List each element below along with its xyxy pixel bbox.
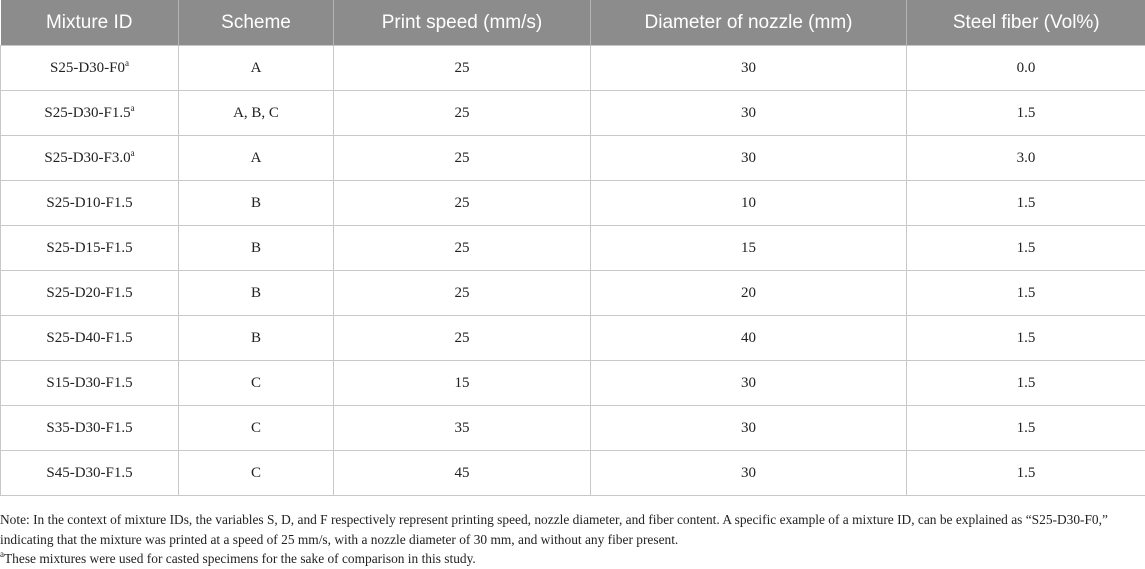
cell-speed: 45 (334, 451, 591, 496)
footnote (0, 549, 1140, 569)
cell-fiber: 1.5 (907, 361, 1145, 406)
cell-scheme: C (179, 406, 334, 451)
table-row (1, 406, 1145, 451)
cell-mixture-id: S25-D30-F3.0$^a$ (1, 136, 179, 181)
cell-scheme: B (179, 271, 334, 316)
header-nozzle-diameter: Diameter of nozzle (mm) (591, 0, 907, 46)
cell-fiber: 1.5 (907, 316, 1145, 361)
cell-scheme: A (179, 46, 334, 91)
cell-nozzle: 10 (591, 181, 907, 226)
cell-speed: 25 (334, 136, 591, 181)
cell-speed: 25 (334, 181, 591, 226)
cell-fiber: 1.5 (907, 451, 1145, 496)
cell-speed: 35 (334, 406, 591, 451)
cell-fiber: 1.5 (907, 181, 1145, 226)
cell-speed: 25 (334, 91, 591, 136)
table-row (1, 271, 1145, 316)
cell-mixture-id: S25-D40-F1.5 (1, 316, 179, 361)
cell-fiber: 1.5 (907, 406, 1145, 451)
table-row (1, 91, 1145, 136)
table-row (1, 451, 1145, 496)
header-scheme: Scheme (179, 0, 334, 46)
cell-fiber: 1.5 (907, 91, 1145, 136)
cell-nozzle: 30 (591, 136, 907, 181)
header-steel-fiber: Steel fiber (Vol%) (907, 0, 1145, 46)
cell-mixture-id: S25-D15-F1.5 (1, 226, 179, 271)
cell-scheme: A, B, C (179, 91, 334, 136)
cell-nozzle: 20 (591, 271, 907, 316)
footnote-marker: a (0, 549, 4, 559)
cell-scheme: C (179, 451, 334, 496)
footnote-marker: a (125, 57, 129, 68)
header-print-speed: Print speed (mm/s) (334, 0, 591, 46)
cell-speed: 25 (334, 316, 591, 361)
note-text: Note: In the context of mixture IDs, the variables S, D, and F respectively represent printing speed, nozzle diameter, and fiber content. A specific example of a mixture ID, can be explained as “S25-D30-F0,” indicating that the mixture was printed at a speed of 25 mm/s, with a nozzle diameter of 30 mm, and without any fiber present. (0, 512, 1108, 547)
cell-nozzle: 30 (591, 46, 907, 91)
table-row (1, 181, 1145, 226)
cell-mixture-id: S25-D20-F1.5 (1, 271, 179, 316)
cell-nozzle: 30 (591, 451, 907, 496)
header-mixture-id: Mixture ID (1, 0, 179, 46)
footnote-marker: a (130, 102, 135, 113)
cell-fiber: 3.0 (907, 136, 1145, 181)
cell-speed: 15 (334, 361, 591, 406)
table-notes (0, 510, 1140, 569)
header-row (1, 0, 1145, 46)
cell-mixture-id: S15-D30-F1.5 (1, 361, 179, 406)
cell-mixture-id: S25-D30-F1.5$^a$ (1, 91, 179, 136)
cell-fiber: 0.0 (907, 46, 1145, 91)
cell-nozzle: 30 (591, 91, 907, 136)
table-row (1, 226, 1145, 271)
cell-nozzle: 30 (591, 361, 907, 406)
table-row (1, 316, 1145, 361)
cell-fiber: 1.5 (907, 226, 1145, 271)
cell-mixture-id: S25-D10-F1.5 (1, 181, 179, 226)
cell-fiber: 1.5 (907, 271, 1145, 316)
cell-nozzle: 40 (591, 316, 907, 361)
table-row (1, 361, 1145, 406)
table-row (1, 136, 1145, 181)
cell-mixture-id: S25-D30-F0$^a$ (1, 46, 179, 91)
cell-scheme: A (179, 136, 334, 181)
footnote-marker: a (130, 147, 135, 158)
table-row (1, 46, 1145, 91)
cell-mixture-id: S35-D30-F1.5 (1, 406, 179, 451)
cell-nozzle: 30 (591, 406, 907, 451)
footnote-text: These mixtures were used for casted specimens for the sake of comparison in this study. (4, 551, 476, 566)
cell-scheme: B (179, 181, 334, 226)
cell-speed: 25 (334, 46, 591, 91)
cell-nozzle: 15 (591, 226, 907, 271)
cell-scheme: B (179, 226, 334, 271)
cell-speed: 25 (334, 271, 591, 316)
cell-speed: 25 (334, 226, 591, 271)
cell-scheme: C (179, 361, 334, 406)
cell-scheme: B (179, 316, 334, 361)
cell-mixture-id: S45-D30-F1.5 (1, 451, 179, 496)
